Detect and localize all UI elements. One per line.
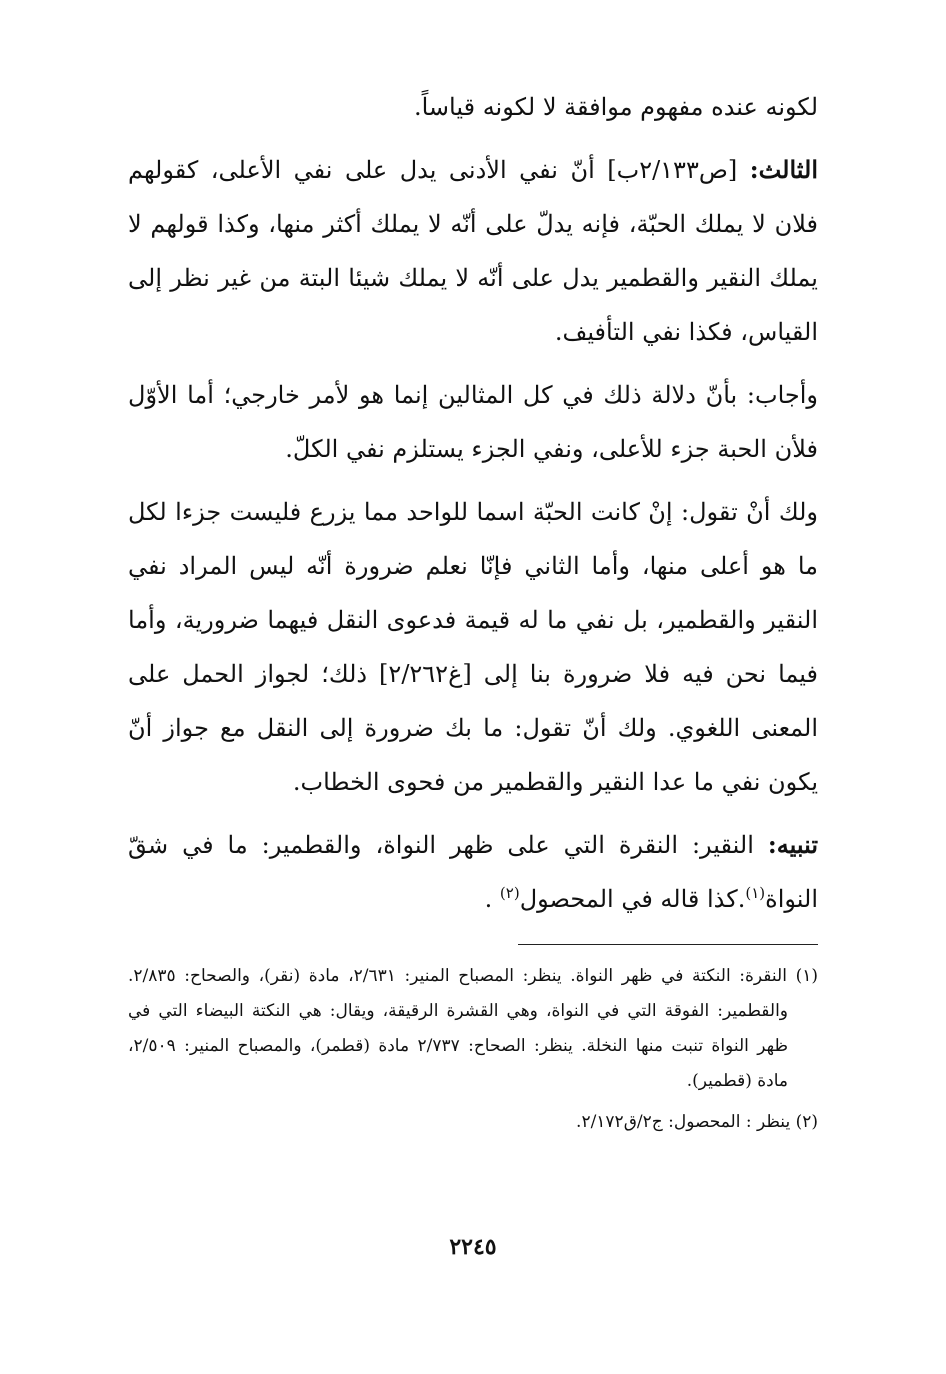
paragraph-4-text: ولك أنْ تقول: إنْ كانت الحبّة اسما للواحد مما يزرع فليست جزءا لكل ما هو أعلى منها، وأما الثاني فإنّا نعلم ضرورة أنّه ليس المراد نفي النقير والقطمير، بل نفي ما له قيمة فدعوى النقل فيهما ضرورية، وأما فيما نحن فيه فلا ضرورة بنا إلى [غ٢/٢٦٢] ذلك؛ لجواز الحمل على المعنى اللغوي. ولك أنّ تقول: ما بك ضرورة إلى النقل مع جواز أنّ يكون نفي ما عدا النقير والقطمير من فحوى الخطاب. (128, 498, 818, 796)
paragraph-1-text: لكونه عنده مفهوم موافقة لا لكونه قياساً. (413, 93, 818, 121)
footnote-2: (٢) ينظر : المحصول: ج٢/ق٢/١٧٢. (576, 1112, 818, 1132)
page-number: ٢٢٤٥ (449, 1234, 497, 1260)
footnote-ref-1[interactable]: (١) (745, 884, 766, 902)
paragraph-3-text: وأجاب: بأنّ دلالة ذلك في كل المثالين إنما هو لأمر خارجي؛ أما الأوّل فلأن الحبة جزء للأعلى، ونفي الجزء يستلزم نفي الكلّ. (128, 381, 818, 463)
paragraph-5-text-b: .كذا قاله في المحصول (519, 885, 746, 913)
paragraph-2-lead: الثالث: (749, 155, 818, 184)
page-body (128, 80, 818, 1310)
paragraph-1 (128, 80, 818, 134)
paragraph-5-text-a: النقير: النقرة التي على ظهر النواة، والقطمير: ما في شقّ النواة (128, 831, 818, 913)
footnote-ref-2[interactable]: (٢) (499, 884, 520, 902)
paragraph-3 (128, 368, 818, 476)
paragraph-2-text: [ص٢/١٣٣ب] أنّ نفي الأدنى يدل على نفي الأعلى، كقولهم فلان لا يملك الحبّة، فإنه يدلّ على أنّه لا يملك أكثر منها، وكذا قولهم لا يملك النقير والقطمير يدل على أنّه لا يملك شيئا البتة من غير نظر إلى القياس، فكذا نفي التأفيف. (128, 156, 818, 346)
footnote-1: (١) النقرة: النكتة في ظهر النواة. ينظر: المصباح المنير: ٢/٦٣١، مادة (نقر)، والصحاح: ٢/٨٣٥. والقطمير: الفوقة التي في النواة، وهي القشرة الرقيقة، ويقال: هي النكتة البيضاء التي في ظهر النواة تنبت منها النخلة. ينظر: الصحاح: ٢/٧٣٧ مادة (قطمر)، والمصباح المنير: ٢/٥٠٩، مادة (قطمير). (128, 966, 818, 1091)
paragraph-2 (128, 143, 818, 359)
paragraph-5 (128, 818, 818, 926)
footnote-divider (518, 944, 818, 945)
paragraph-5-lead: تنبيه: (767, 830, 818, 859)
paragraph-5-text-c: . (484, 885, 500, 913)
paragraph-4 (128, 485, 818, 809)
